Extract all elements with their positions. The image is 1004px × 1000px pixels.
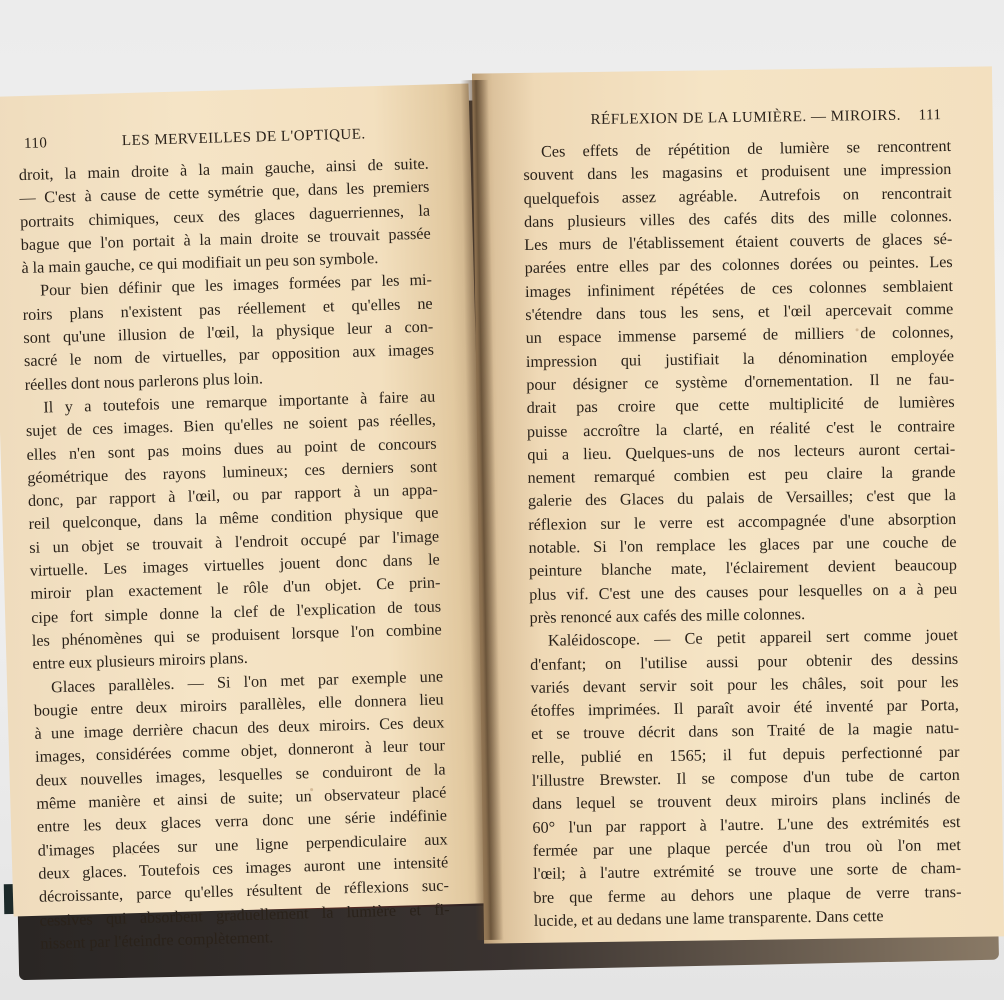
text-line: les phénomènes qui se produisent lorsque l'on combine xyxy=(31,620,442,650)
text-line: dans plusieurs villes des cafés dits des mille colonnes. xyxy=(523,206,953,231)
text-line: portraits chimiques, ceux des glaces daguerriennes, la xyxy=(19,201,431,231)
text-line: quelquefois assez agréable. Autrefois on rencontrait xyxy=(523,183,952,208)
left-body-text xyxy=(19,153,451,956)
text-line: d'images placées sur une ligne perpendiculaire aux xyxy=(37,829,448,860)
text-line: images infiniment répétées de ces colonnes semblaient xyxy=(524,276,954,301)
text-line: l'œil; à l'autre extrémité se trouve une sorte de cham- xyxy=(533,859,962,884)
text-line: relle, publié en 1565; il fut depuis perfectionné par xyxy=(531,742,960,767)
text-line: miroir plan exactement le rôle d'un objet. Ce prin- xyxy=(30,573,441,604)
text-line: même manière et ainsi de suite; un observateur placé xyxy=(36,783,447,813)
text-line: sujet de ces images. Bien qu'elles ne soient pas réelles, xyxy=(25,410,437,441)
right-running-head xyxy=(473,106,993,129)
text-line: peinture blanche mate, l'éclairement devient beaucoup xyxy=(528,556,957,581)
text-line: deux nouvelles images, lesquelles se conduiront de la xyxy=(35,760,446,790)
text-line: notable. Si l'on remplace les glaces par une couche de xyxy=(528,533,957,557)
text-line: lucide, et au dedans une lame transparente. Dans cette xyxy=(533,906,884,930)
text-line: elles n'en sont pas moins dues au point de concours xyxy=(26,434,437,464)
left-running-title: LES MERVEILLES DE L'OPTIQUE. xyxy=(121,126,366,150)
text-line: si un objet se trouvait à l'endroit occupé par l'image xyxy=(28,527,440,557)
text-line: bougie entre deux miroirs parallèles, elle donnera lieu xyxy=(33,690,444,720)
text-line: sacré le nom de virtuelles, par opposition aux images xyxy=(23,340,435,371)
left-running-head xyxy=(0,123,470,152)
text-line: sont qu'une illusion de l'œil, la physique leur a con- xyxy=(23,317,434,348)
text-line: s'étendre dans tous les sens, et l'œil apercevait comme xyxy=(525,300,954,325)
text-line: Glaces parallèles. — Si l'on met par exemple une xyxy=(50,666,444,696)
text-line: — C'est à cause de cette symétrie que, dans les premiers xyxy=(19,177,430,208)
text-line: 60° l'un par rapport à l'autre. L'une des extrémités est xyxy=(532,812,961,837)
text-line: pour désigner ce système d'ornementation. Il ne fau- xyxy=(526,369,955,394)
text-line: virtuelle. Les images virtuelles jouent donc dans le xyxy=(29,550,440,580)
text-line: plus vif. C'est une des causes pour lesquelles on a à peu xyxy=(529,579,958,604)
text-line: dans lequel se trouvent deux miroirs plans inclinés de xyxy=(532,789,961,814)
paper-fleck xyxy=(132,853,134,855)
text-line: impression qui justifiait la dénomination employée xyxy=(525,346,955,371)
text-line: roirs plans n'existent pas réellement et qu'elles ne xyxy=(22,294,433,324)
right-body-text xyxy=(523,135,962,933)
text-line: Pour bien définir que les images formées par les mi- xyxy=(39,271,433,301)
text-line: Kaléidoscope. — Ce petit appareil sert comme jouet xyxy=(547,626,958,650)
text-line: galerie des Glaces du palais de Versailles; c'est que la xyxy=(527,486,957,511)
text-line: entre les deux glaces verra donc une série indéfinie xyxy=(36,806,448,837)
text-line: images, considérées comme objet, donneront à leur tour xyxy=(34,736,446,767)
text-line: variés devant servir soit pour les châles, soit pour les xyxy=(530,672,959,697)
text-line: nissent par l'éteindre complètement. xyxy=(40,928,274,953)
text-line: Ces effets de répétition de lumière se rencontrent xyxy=(540,136,952,161)
text-line: réflexion sur le verre est accompagnée d'une absorption xyxy=(528,509,957,534)
text-line: bre que ferme au dehors une plaque de verre trans- xyxy=(533,882,962,907)
text-line: deux glaces. Toutefois ces images auront une intensité xyxy=(38,853,449,883)
right-running-title: RÉFLEXION DE LA LUMIÈRE. — MIROIRS. xyxy=(590,107,902,129)
text-line: à la main gauche, ce qui modifiait un peu son symbole. xyxy=(21,249,379,278)
text-line: droit, la main droite à la main gauche, ainsi de suite. xyxy=(18,154,429,185)
left-page-number: 110 xyxy=(23,135,48,152)
text-line: réelles dont nous parlerons plus loin. xyxy=(24,369,264,394)
text-line: nement remarqué combien est peu claire la grande xyxy=(527,463,956,488)
text-line: un espace immense parsemé de milliers de colonnes, xyxy=(525,323,954,348)
text-line: bague que l'on portait à la main droite se trouvait passée xyxy=(20,224,431,254)
text-line: à une image derrière chacun des deux miroirs. Ces deux xyxy=(34,713,445,743)
paper-fleck xyxy=(856,328,859,331)
text-line: cessives qui absorbent graduellement la lumière et fi- xyxy=(39,899,450,930)
text-line: entre eux plusieurs miroirs plans. xyxy=(32,649,249,674)
text-line: Les murs de l'établissement étaient couverts de glaces sé- xyxy=(524,230,953,255)
right-page xyxy=(472,66,1004,943)
text-line: reil quelconque, dans la même condition physique que xyxy=(28,503,439,534)
text-line: décroissante, parce qu'elles résultent de réflexions suc- xyxy=(38,876,450,906)
text-line: étoffes imprimées. Il paraît avoir été inventé par Porta, xyxy=(530,696,959,721)
text-line: géométrique des rayons lumineux; ces derniers sont xyxy=(27,457,438,487)
text-line: qui a lieu. Quelques-uns de nos lecteurs auront certai- xyxy=(527,439,956,464)
text-line: et se trouve décrit dans son Traité de la magie natu- xyxy=(531,719,960,744)
paper-fleck xyxy=(693,891,695,893)
text-line: d'enfant; on l'utilise aussi pour obtenir des dessins xyxy=(530,649,959,674)
text-line: Il y a toutefois une remarque importante à faire au xyxy=(43,387,436,417)
text-line: donc, par rapport à l'œil, ou par rapport à un appa- xyxy=(27,480,439,511)
text-line: puisse accroître la clarté, en réalité c'est le contraire xyxy=(526,416,956,441)
text-line: souvent dans les magasins et produisent une impression xyxy=(523,160,952,185)
text-line: cipe fort simple donne la clef de l'explication de tous xyxy=(30,597,442,627)
text-line: près renoncé aux cafés des mille colonnes. xyxy=(529,605,806,627)
paper-fleck xyxy=(310,788,313,791)
right-page-number: 111 xyxy=(918,107,942,124)
text-line: drait pas croire que cette multiplicité de lumières xyxy=(526,393,955,418)
text-line: parées entre elles par des colonnes dorées ou peintes. Les xyxy=(524,253,953,278)
left-page xyxy=(0,83,491,953)
text-line: fermée par une plaque percée d'un trou où l'on met xyxy=(532,835,961,860)
text-line: l'illustre Brewster. Il se compose d'un tube de carton xyxy=(531,765,960,790)
